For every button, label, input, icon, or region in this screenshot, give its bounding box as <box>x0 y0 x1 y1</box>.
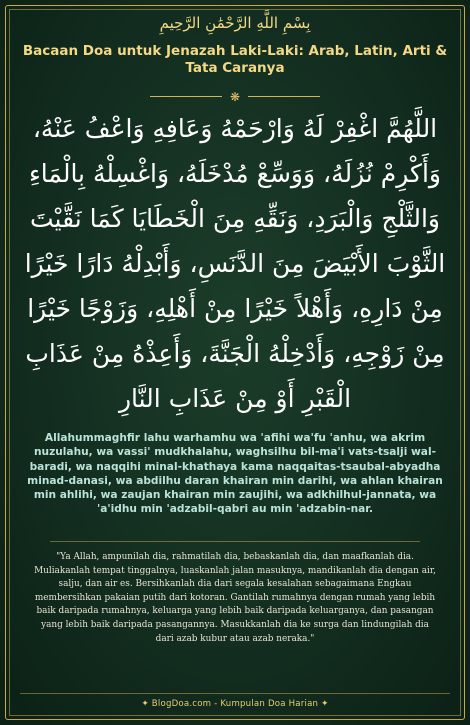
footer-credit: ✦ BlogDoa.com - Kumpulan Doa Harian ✦ <box>141 699 329 709</box>
divider-line-right <box>248 96 320 97</box>
section-divider <box>50 541 420 542</box>
page-title: Bacaan Doa untuk Jenazah Laki-Laki: Arab, Latin, Arti & Tata Caranya <box>22 43 448 76</box>
indonesian-translation: "Ya Allah, ampunilah dia, rahmatilah dia, bebaskanlah dia, dan maafkanlah dia. Muliakanlah tempat tinggalnya, luaskanlah jalan masuknya, mandikanlah dia dengan air, salju, dan air es. Bersihkanlah dia dari segala kesalahan sebagaimana Engkau membersihkan pakaian putih dari kotoran. Gantilah rumahnya dengan rumah yang lebih baik daripada rumahnya, keluarga yang lebih baik daripada keluarganya, dan pasangan yang lebih baik daripada pasangannya. Masukkanlah dia ke surga dan lindungilah dia dari azab kubur atau azab neraka." <box>34 552 436 644</box>
footer-divider <box>20 693 450 694</box>
latin-transliteration: Allahummaghfir lahu warhamhu wa 'afihi wa'fu 'anhu, wa akrim nuzulahu, wa vassi' mudkhalahu, waghsilhu bil-ma'i vats-tsalji wal-baradi, wa naqqihi minal-khathaya kama naqqaitas-tsaubal-abyadha minad-danasi, wa abdilhu daran khairan min darihi, wa ahlan khairan min ahlihi, wa zaujan khairan min zaujihi, wa adkhilhul-jannata, wa 'a'idhu min 'adzabil-qabri au min 'adzabin-nar. <box>27 432 443 516</box>
bismillah-heading: بِسْمِ اللَّهِ الرَّحْمَٰنِ الرَّحِيمِ <box>159 14 311 32</box>
arabic-prayer-text: اللَّهُمَّ اغْفِرْ لَهُ وَارْحَمْهُ وَعَافِهِ وَاعْفُ عَنْهُ، وَأَكْرِمْ نُزُلَهُ، وَوَسِّعْ مُدْخَلَهُ، وَاغْسِلْهُ بِالْمَاءِ وَالثَّلْجِ وَالْبَرَدِ، وَنَقِّهِ مِنَ الْخَطَايَا كَمَا نَقَّيْتَ الثَّوْبَ الأَبْيَضَ مِنَ الدَّنَسِ، وَأَبْدِلْهُ دَارًا خَيْرًا مِنْ دَارِهِ، وَأَهْلاً خَيْرًا مِنْ أَهْلِهِ، وَزَوْجًا خَيْرًا مِنْ زَوْجِهِ، وَأَدْخِلْهُ الْجَنَّةَ، وَأَعِذْهُ مِنْ عَذَابِ الْقَبْرِ أَوْ مِنْ عَذَابِ النَّارِ <box>24 114 446 413</box>
divider-line-left <box>150 96 222 97</box>
ornamental-divider <box>150 90 320 104</box>
flower-ornament-icon: ❋ <box>229 90 241 104</box>
